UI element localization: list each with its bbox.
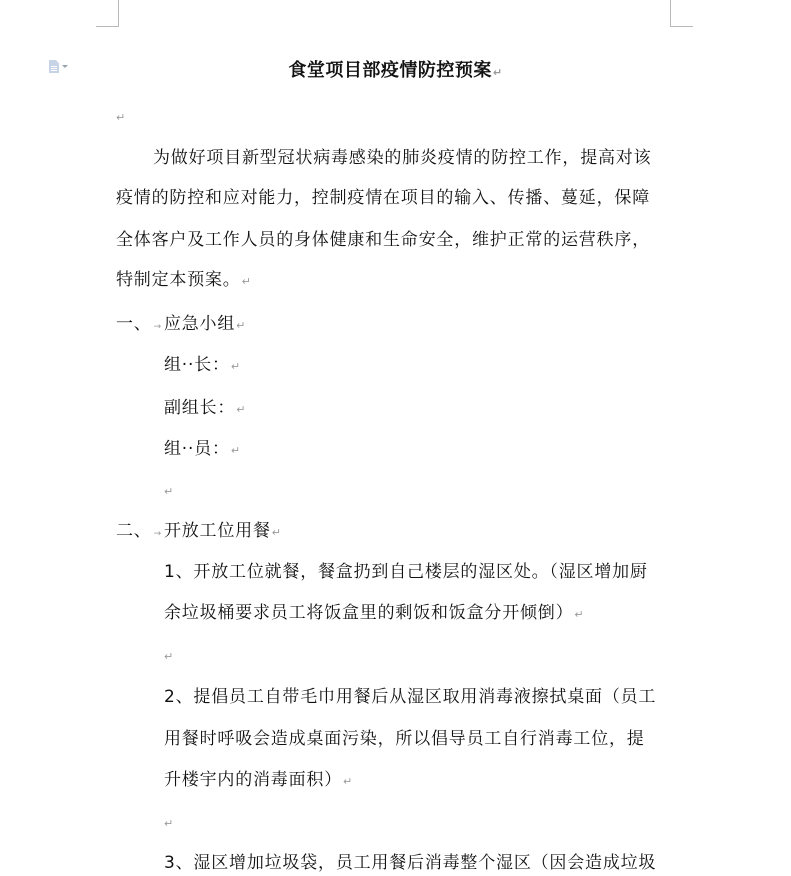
crop-mark-top-left — [96, 0, 119, 27]
section-number: 一、 — [116, 314, 152, 334]
item-line: 用餐时呼吸会造成桌面污染，所以倡导员工自行消毒工位，提 — [164, 729, 645, 749]
item-line-text: 余垃圾桶要求员工将饭盒里的剩饭和饭盒分开倾倒） — [164, 603, 574, 623]
item-line — [164, 598, 584, 623]
item-line: 3、湿区增加垃圾袋，员工用餐后消毒整个湿区（因会造成垃圾 — [164, 853, 657, 873]
paragraph-mark: ↵ — [241, 275, 252, 288]
paragraph-mark: ↵ — [236, 403, 247, 416]
tab-arrow-icon: → — [153, 322, 162, 332]
role-label: 组··长： — [164, 355, 230, 375]
empty-paragraph — [163, 480, 173, 499]
title-text: 食堂项目部疫情防控预案 — [288, 60, 492, 81]
paragraph-mark: ↵ — [164, 485, 174, 498]
paragraph-mark: ↵ — [116, 111, 126, 124]
section-heading-text: 开放工位用餐 — [163, 521, 271, 541]
paragraph-mark: ↵ — [574, 608, 585, 621]
role-label: 组··员： — [164, 439, 230, 459]
empty-paragraph — [163, 812, 173, 831]
intro-line: 全体客户及工作人员的身体健康和生命安全，维护正常的运营秩序， — [116, 230, 650, 250]
paragraph-mark: ↵ — [230, 360, 241, 373]
role-line — [164, 350, 241, 375]
item-line — [164, 765, 353, 790]
document-title — [0, 56, 791, 82]
role-line — [164, 434, 241, 459]
tab-arrow-icon: → — [153, 529, 162, 539]
section-heading — [116, 516, 282, 541]
intro-line — [116, 265, 252, 290]
paragraph-mark: ↵ — [164, 650, 174, 663]
role-label: 副组长： — [164, 398, 236, 418]
intro-line: 为做好项目新型冠状病毒感染的肺炎疫情的防控工作，提高对该 — [153, 148, 652, 168]
paragraph-mark: ↵ — [271, 526, 282, 539]
empty-paragraph — [115, 106, 125, 125]
paragraph-mark: ↵ — [164, 817, 174, 830]
role-line — [164, 393, 246, 418]
item-line: 1、开放工位就餐，餐盒扔到自己楼层的湿区处。（湿区增加厨 — [164, 562, 648, 582]
crop-mark-top-right — [670, 0, 693, 27]
section-heading — [116, 309, 246, 334]
item-line-text: 升楼宇内的消毒面积） — [164, 770, 342, 790]
paragraph-mark: ↵ — [236, 319, 247, 332]
section-number: 二、 — [116, 521, 152, 541]
section-heading-text: 应急小组 — [163, 314, 236, 334]
intro-line-text: 特制定本预案。 — [116, 270, 241, 290]
empty-paragraph — [163, 645, 173, 664]
intro-line: 疫情的防控和应对能力，控制疫情在项目的输入、传播、蔓延，保障 — [116, 188, 650, 208]
paragraph-mark: ↵ — [492, 66, 503, 79]
paragraph-mark: ↵ — [343, 775, 354, 788]
paragraph-mark: ↵ — [230, 444, 241, 457]
item-line: 2、提倡员工自带毛巾用餐后从湿区取用消毒液擦拭桌面（员工 — [164, 687, 657, 707]
